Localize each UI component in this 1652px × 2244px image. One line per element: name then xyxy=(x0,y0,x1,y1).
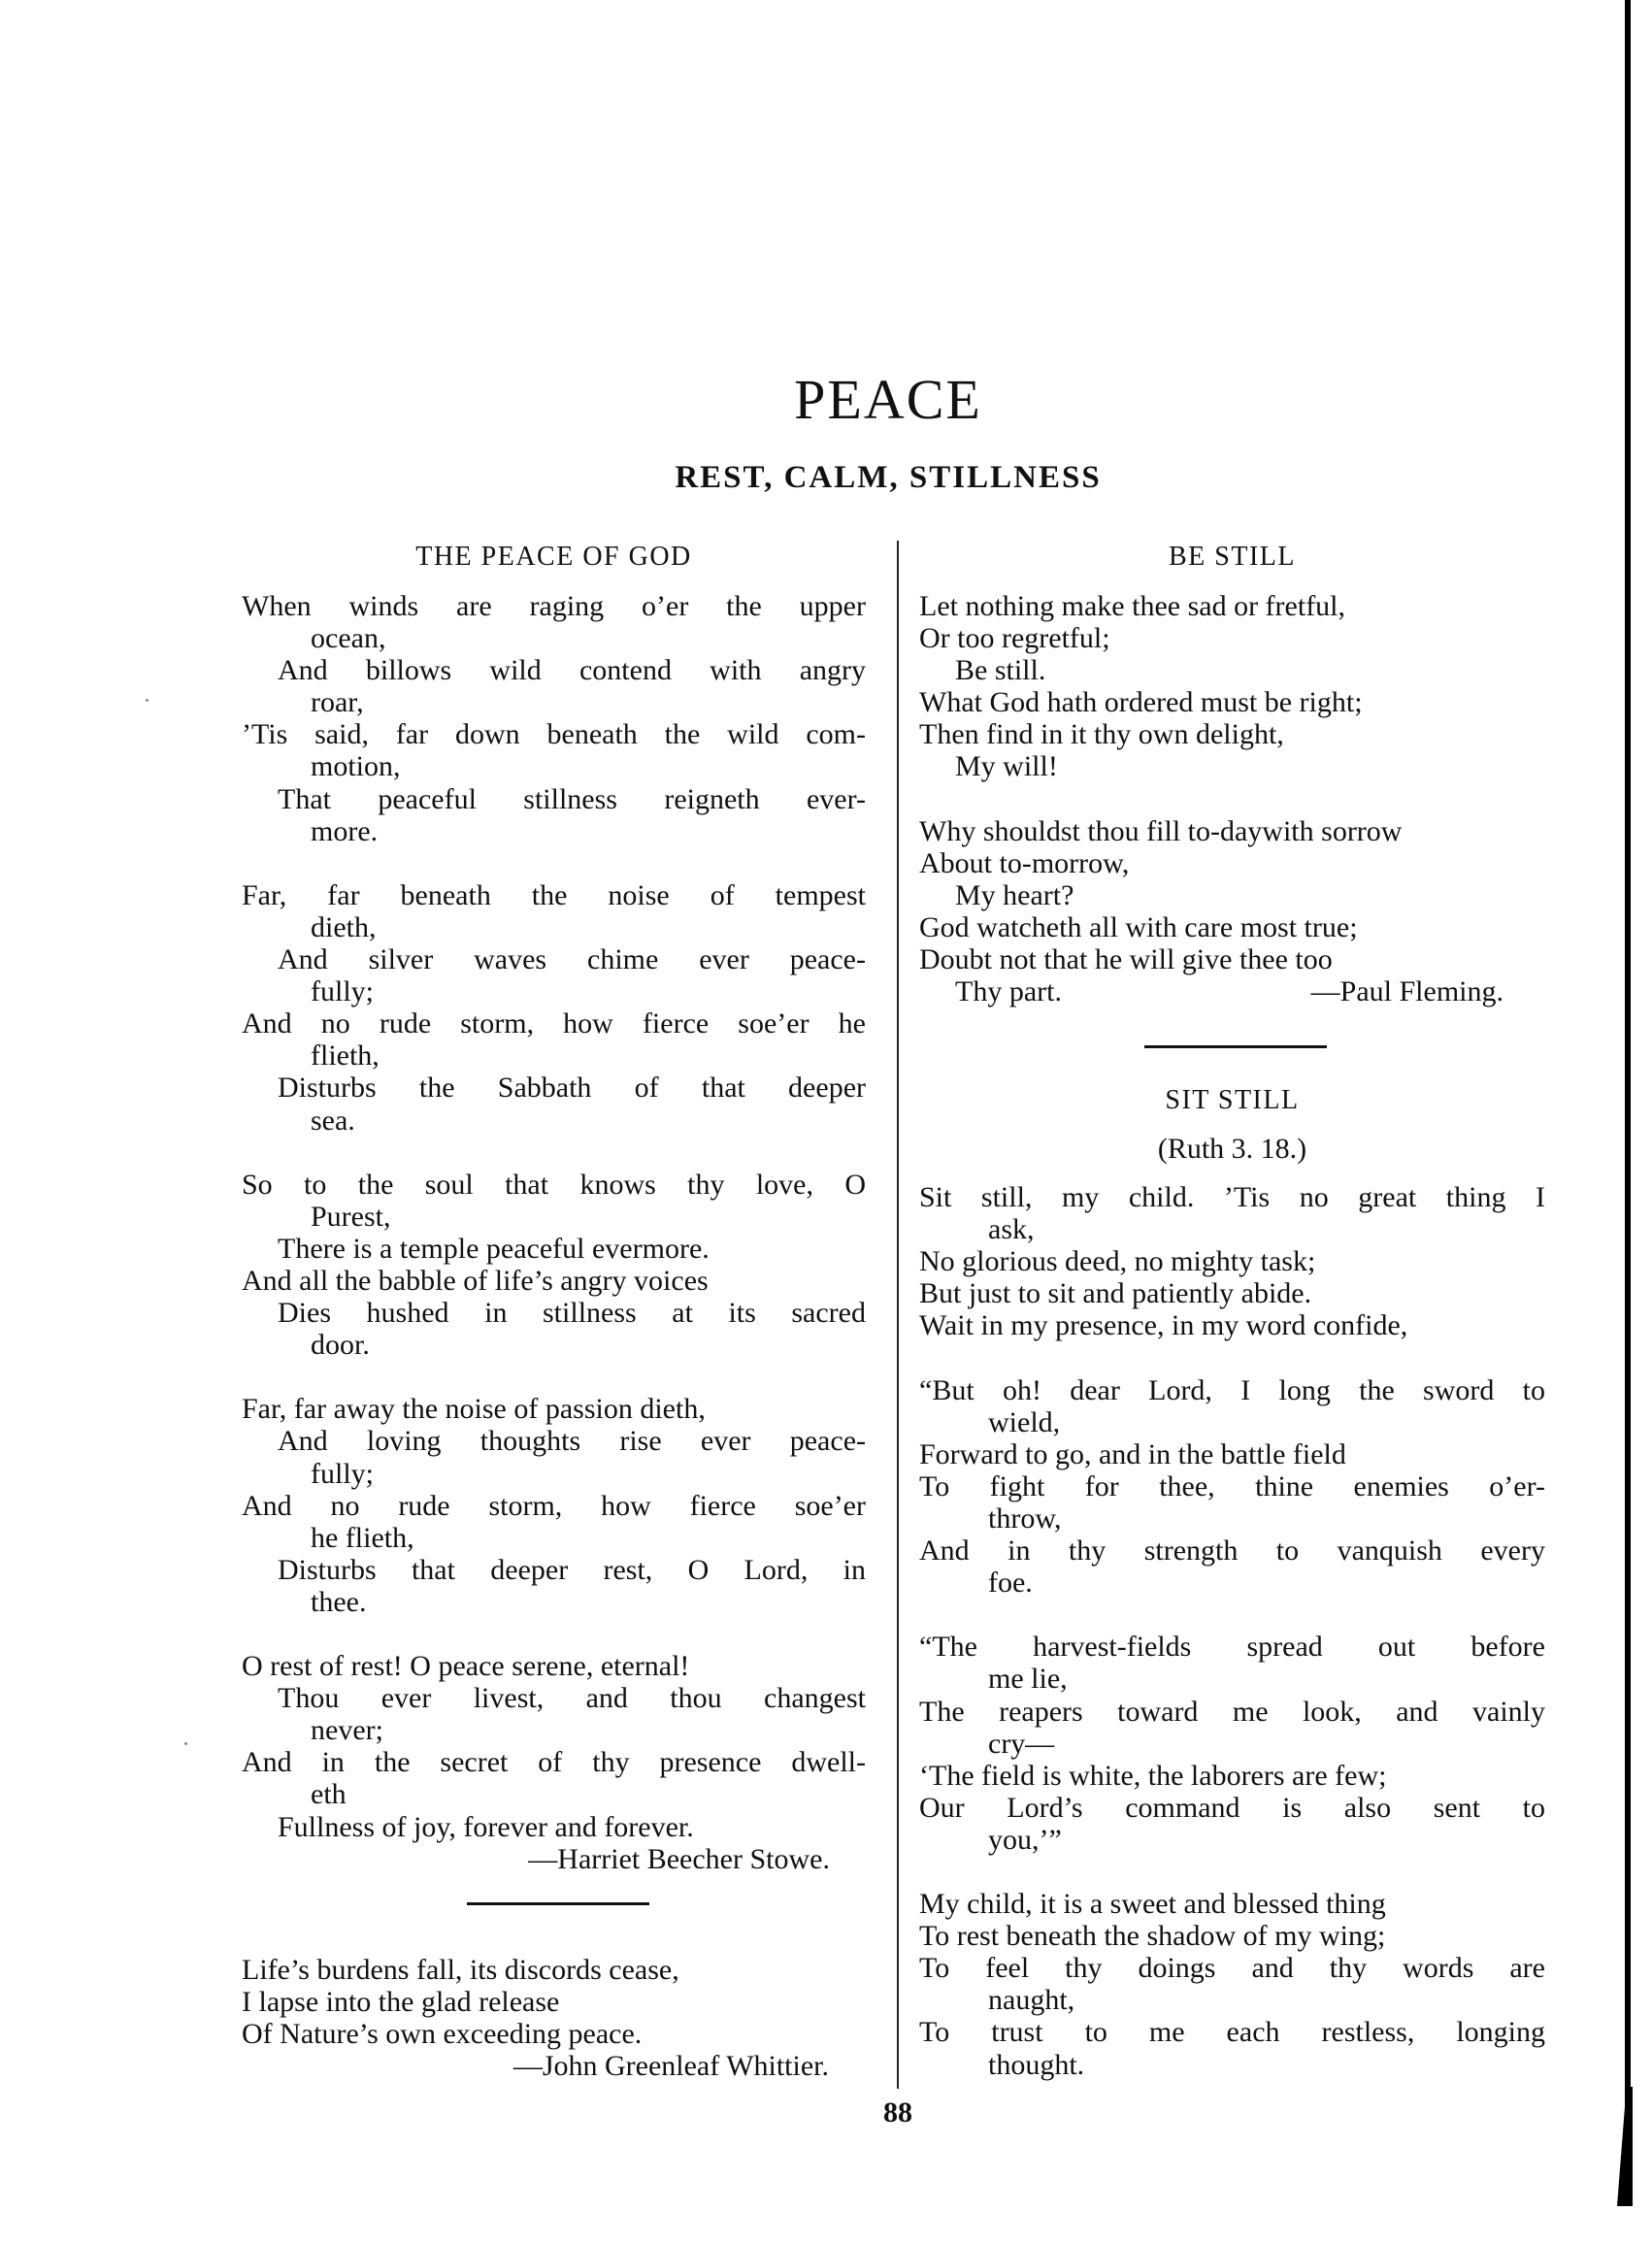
poem-line: And loving thoughts rise ever peace- xyxy=(278,1425,866,1458)
poem-line: Dies hushed in stillness at its sacred xyxy=(278,1297,866,1330)
poem-whittier xyxy=(242,1954,866,2082)
poem-line: wield, xyxy=(988,1405,1061,1438)
poem-line: And no rude storm, how fierce soe’er he xyxy=(242,1007,866,1040)
poem-line: “But oh! dear Lord, I long the sword to xyxy=(919,1373,1545,1406)
poem-line: Forward to go, and in the battle field xyxy=(919,1437,1346,1470)
stanza-break xyxy=(919,1599,1545,1631)
poem-line: dieth, xyxy=(311,910,377,943)
stanza-break xyxy=(242,1137,866,1169)
poem-line: Sit still, my child. ’Tis no great thing I xyxy=(919,1181,1545,1213)
poem-line: To fight for thee, thine enemies o’er- xyxy=(919,1469,1545,1502)
poem-line: motion, xyxy=(311,750,401,783)
poem-line: And silver waves chime ever peace- xyxy=(278,943,866,976)
poem-line: To rest beneath the shadow of my wing; xyxy=(919,1920,1386,1953)
poem-title-be-still: BE STILL xyxy=(1169,542,1296,572)
poem-line: That peaceful stillness reigneth ever- xyxy=(278,782,866,815)
poem-line: Then find in it thy own delight, xyxy=(919,718,1284,751)
poem-line: My will! xyxy=(955,750,1058,783)
attribution: —Harriet Beecher Stowe. xyxy=(528,1842,830,1875)
stanza-break xyxy=(919,1341,1545,1373)
poem-line: Our Lord’s command is also sent to xyxy=(919,1791,1545,1824)
poem-line: Be still. xyxy=(955,654,1046,687)
poem-line: ‘The field is white, the laborers are few; xyxy=(919,1759,1387,1792)
poem-line: fully; xyxy=(311,975,374,1008)
poem-line: Let nothing make thee sad or fretful, xyxy=(919,590,1346,622)
poem-line: ask, xyxy=(988,1213,1035,1246)
poem-line: Of Nature’s own exceeding peace. xyxy=(242,2018,643,2051)
poem-line: God watcheth all with care most true; xyxy=(919,910,1358,943)
poem-line: Thy part. xyxy=(955,975,1062,1008)
poem-title-sit-still: SIT STILL xyxy=(1165,1085,1300,1115)
attribution: —John Greenleaf Whittier. xyxy=(512,2050,829,2083)
poem-line: eth xyxy=(311,1778,347,1811)
poem-line: thee. xyxy=(311,1585,367,1618)
scan-speck xyxy=(146,699,149,702)
stanza-break xyxy=(242,1361,866,1393)
poem-line: cry— xyxy=(988,1727,1055,1760)
poem-line: fully; xyxy=(311,1457,374,1490)
poem-last-line-with-attribution xyxy=(919,975,1545,1007)
poem-line: roar, xyxy=(311,686,364,719)
poem-line: So to the soul that knows thy love, O xyxy=(242,1168,866,1201)
poem-line: Why shouldst thou fill to-daywith sorrow xyxy=(919,814,1403,847)
poem-line: he flieth, xyxy=(311,1521,414,1554)
poem-line: Disturbs that deeper rest, O Lord, in xyxy=(278,1553,866,1586)
poem-line: And in thy strength to vanquish every xyxy=(919,1534,1545,1568)
poem-line: ’Tis said, far down beneath the wild com- xyxy=(242,718,866,751)
poem-line: What God hath ordered must be right; xyxy=(919,686,1363,719)
poem-line: Or too regretful; xyxy=(919,622,1110,655)
poem-line: Far, far beneath the noise of tempest xyxy=(242,878,866,911)
poem-line: The reapers toward me look, and vainly xyxy=(919,1695,1545,1728)
page-subtitle: REST, CALM, STILLNESS xyxy=(675,460,1102,495)
section-divider-rule xyxy=(1144,1045,1327,1048)
poem-line: Disturbs the Sabbath of that deeper xyxy=(278,1072,866,1105)
poem-line: I lapse into the glad release xyxy=(242,1986,560,2019)
column-divider xyxy=(897,541,899,2089)
poem-line: There is a temple peaceful evermore. xyxy=(278,1232,710,1265)
poem-line: Wait in my presence, in my word confide, xyxy=(919,1309,1408,1342)
poem-line: sea. xyxy=(311,1104,355,1137)
poem-line: And billows wild contend with angry xyxy=(278,654,866,687)
scan-speck xyxy=(184,1742,187,1745)
poem-line: My heart? xyxy=(955,878,1074,911)
poem-sit-still xyxy=(919,1181,1545,2081)
poem-line: O rest of rest! O peace serene, eternal! xyxy=(242,1650,690,1683)
poem-line: Thou ever livest, and thou changest xyxy=(278,1682,866,1715)
poem-line: When winds are raging o’er the upper xyxy=(242,590,866,622)
poem-line: me lie, xyxy=(988,1663,1068,1696)
poem-line: My child, it is a sweet and blessed thing xyxy=(919,1888,1386,1921)
section-divider-rule xyxy=(467,1902,649,1905)
attribution: —Paul Fleming. xyxy=(1310,975,1503,1008)
poem-line: more. xyxy=(311,814,379,847)
poem-line: And in the secret of thy presence dwell- xyxy=(242,1746,866,1779)
poem-line: Purest, xyxy=(311,1200,391,1233)
poem-peace-of-god xyxy=(242,590,866,1875)
poem-line: But just to sit and patiently abide. xyxy=(919,1277,1312,1310)
scripture-reference: (Ruth 3. 18.) xyxy=(1157,1133,1307,1165)
poem-line: thought. xyxy=(988,2048,1085,2081)
poem-line: To trust to me each restless, longing xyxy=(919,2016,1545,2049)
poem-line: foe. xyxy=(988,1567,1033,1600)
poem-line: ocean, xyxy=(311,622,386,655)
page-number: 88 xyxy=(883,2096,912,2128)
stanza-break xyxy=(919,1856,1545,1888)
stanza-break xyxy=(242,847,866,879)
poem-line: Doubt not that he will give thee too xyxy=(919,943,1333,976)
poem-line: And no rude storm, how fierce soe’er xyxy=(242,1489,866,1522)
poem-line: Far, far away the noise of passion dieth, xyxy=(242,1393,706,1426)
poem-line: throw, xyxy=(988,1502,1062,1534)
stanza-break xyxy=(919,783,1545,815)
poem-line: About to-morrow, xyxy=(919,846,1130,879)
poem-line: No glorious deed, no mighty task; xyxy=(919,1245,1316,1278)
page-edge-shadow xyxy=(1625,0,1631,2206)
poem-line: “The harvest-fields spread out before xyxy=(919,1631,1545,1664)
poem-line: flieth, xyxy=(311,1040,380,1072)
poem-line: naught, xyxy=(988,1984,1075,2017)
poem-line: door. xyxy=(311,1329,370,1362)
page-title: PEACE xyxy=(794,368,982,431)
poem-line: To feel thy doings and thy words are xyxy=(919,1952,1545,1985)
poem-title-peace-of-god: THE PEACE OF GOD xyxy=(415,542,692,572)
stanza-break xyxy=(242,1618,866,1650)
poem-line: And all the babble of life’s angry voices xyxy=(242,1264,709,1297)
poem-line: Life’s burdens fall, its discords cease, xyxy=(242,1954,679,1986)
poem-line: you,’” xyxy=(988,1823,1062,1856)
poem-line: never; xyxy=(311,1714,383,1747)
poem-be-still xyxy=(919,590,1545,1007)
poem-line: Fullness of joy, forever and forever. xyxy=(278,1810,694,1843)
